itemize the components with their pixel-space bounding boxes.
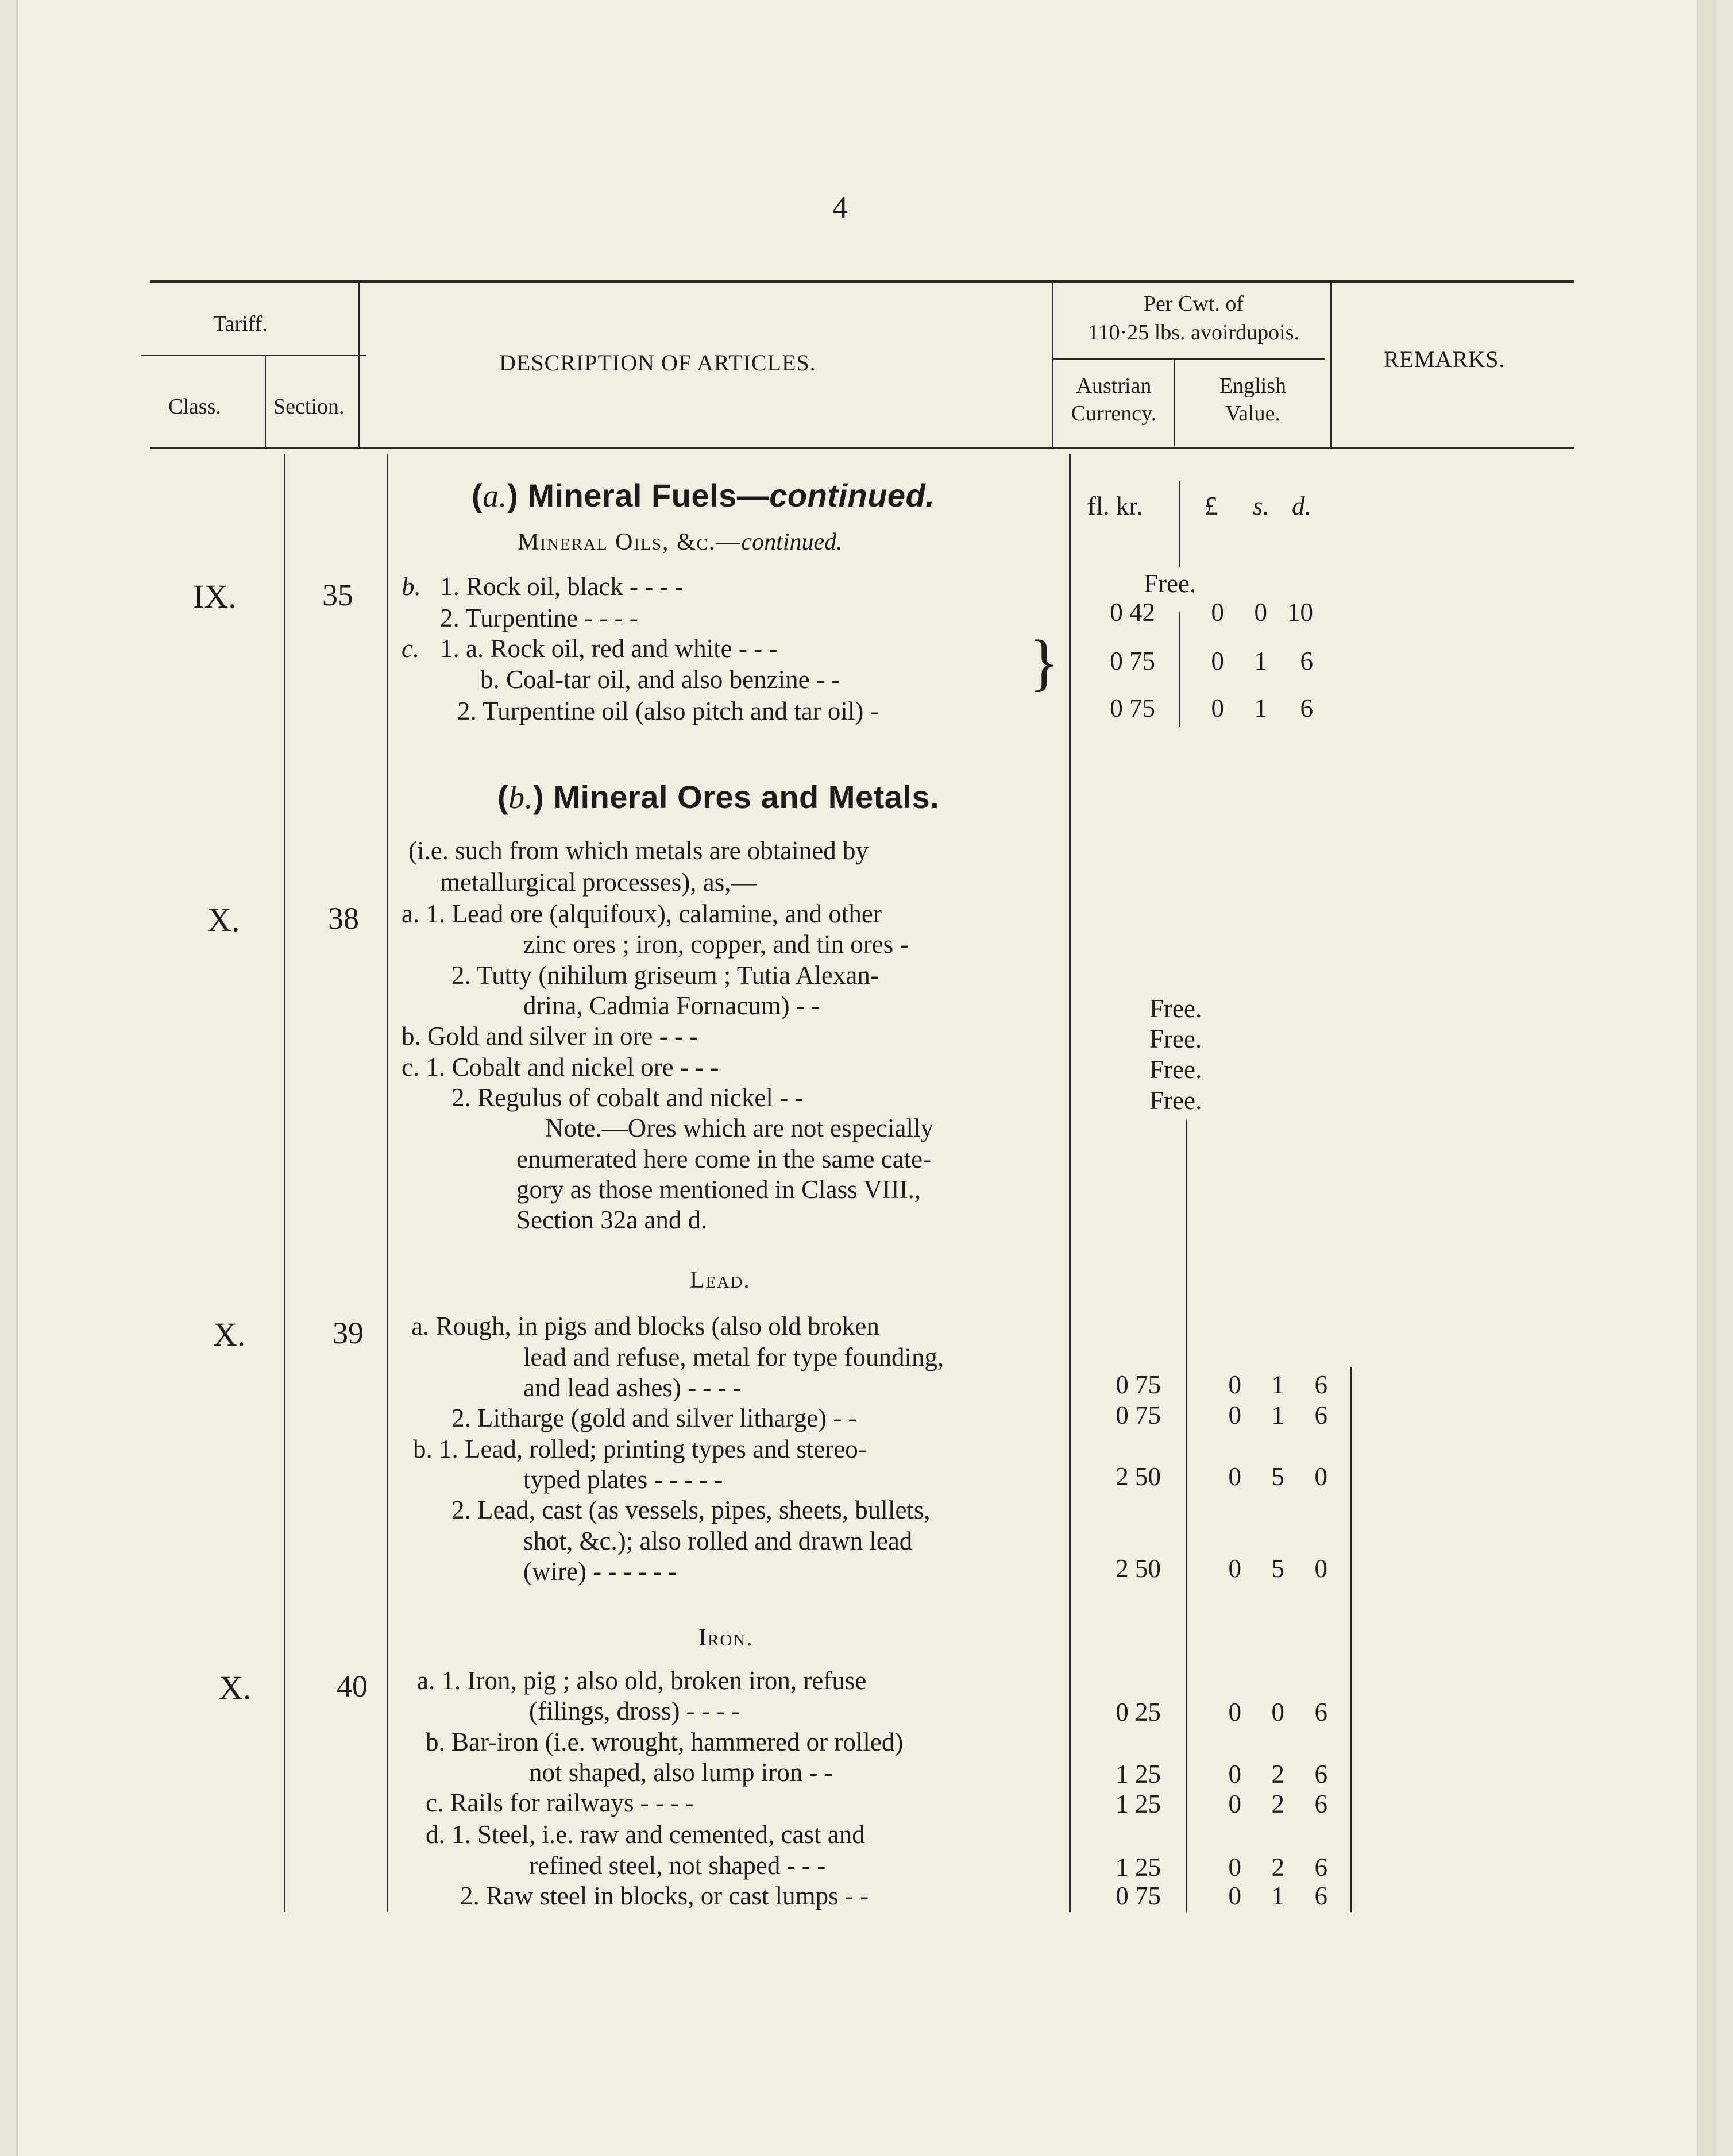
class-x-40: X. xyxy=(219,1669,252,1706)
s-rock-oil-red: 1 xyxy=(1254,647,1267,675)
fl-lead-cast: 2 50 xyxy=(1116,1554,1161,1583)
lead-line-2: lead and refuse, metal for type founding, xyxy=(523,1343,944,1371)
header-austrian-line1: Austrian xyxy=(1076,374,1152,398)
d-lead-rolled: 0 xyxy=(1314,1462,1327,1491)
header-section: Section. xyxy=(273,395,345,419)
row-rock-oil-red: 1. a. Rock oil, red and white - - - xyxy=(440,634,778,663)
page-edge xyxy=(1697,0,1716,2156)
free-cobalt-nickel: Free. xyxy=(1149,1055,1202,1084)
ore-line-1: a. 1. Lead ore (alquifoux), calamine, and other xyxy=(402,899,882,928)
fl-raw-steel: 0 75 xyxy=(1116,1881,1161,1910)
d-rails: 6 xyxy=(1314,1790,1327,1818)
header-english-line1: English xyxy=(1219,374,1287,398)
section-a-heading: (a.) Mineral Fuels—continued. xyxy=(472,477,935,514)
header-english-line2: Value. xyxy=(1225,401,1281,426)
ore-line-5: b. Gold and silver in ore - - - xyxy=(402,1022,698,1050)
l-steel: 0 xyxy=(1228,1853,1241,1881)
l-rails: 0 xyxy=(1228,1790,1241,1818)
iron-line-2: (filings, dross) - - - - xyxy=(529,1697,740,1725)
l-raw-steel: 0 xyxy=(1228,1881,1241,1910)
s-bar-iron: 2 xyxy=(1271,1760,1284,1788)
ore-line-6: c. 1. Cobalt and nickel ore - - - xyxy=(402,1053,719,1081)
lead-line-1: a. Rough, in pigs and blocks (also old broken xyxy=(411,1312,879,1340)
class-x-39: X. xyxy=(213,1316,246,1353)
lead-line-9: (wire) - - - - - - xyxy=(523,1557,677,1586)
header-per-cwt-line2: 110·25 lbs. avoirdupois. xyxy=(1087,320,1299,345)
fl-lead-rough: 0 75 xyxy=(1116,1370,1161,1399)
austrian-english-divider xyxy=(1174,360,1175,446)
l-rock-oil-red: 0 xyxy=(1211,647,1224,675)
row-rock-oil-black: 1. Rock oil, black - - - - xyxy=(440,572,684,601)
header-class: Class. xyxy=(168,395,221,419)
book-page xyxy=(16,0,1716,2156)
s-turpentine-oil: 1 xyxy=(1254,694,1267,722)
iron-line-5: c. Rails for railways - - - - xyxy=(426,1788,694,1817)
s-rails: 2 xyxy=(1271,1790,1284,1818)
free-gold-silver: Free. xyxy=(1149,1025,1202,1053)
iron-line-3: b. Bar-iron (i.e. wrought, hammered or rolled) xyxy=(426,1728,904,1756)
iron-line-4: not shaped, also lump iron - - xyxy=(529,1758,833,1787)
d-lead-rough: 6 xyxy=(1314,1370,1327,1399)
iron-line-1: a. 1. Iron, pig ; also old, broken iron, refuse xyxy=(417,1666,867,1695)
value-body-rule-1 xyxy=(1179,481,1180,567)
fl-lead-rolled: 2 50 xyxy=(1116,1462,1161,1491)
free-tutty: Free. xyxy=(1149,994,1202,1023)
label-b: b. xyxy=(402,572,421,601)
l-iron-pig: 0 xyxy=(1228,1698,1241,1726)
d-rock-oil-red: 6 xyxy=(1300,647,1313,675)
class-section-body-rule xyxy=(284,454,285,1912)
class-section-divider xyxy=(265,355,266,447)
fl-rails: 1 25 xyxy=(1116,1790,1161,1818)
d-lead-cast: 0 xyxy=(1314,1554,1327,1583)
section-40: 40 xyxy=(337,1669,368,1703)
s-steel: 2 xyxy=(1271,1853,1284,1881)
header-bottom-rule xyxy=(150,447,1574,449)
label-c: c. xyxy=(402,634,420,663)
d-litharge: 6 xyxy=(1314,1401,1327,1429)
l-lead-cast: 0 xyxy=(1228,1554,1241,1583)
lead-line-7: 2. Lead, cast (as vessels, pipes, sheets, bullets, xyxy=(451,1496,931,1524)
header-tariff: Tariff. xyxy=(213,312,268,336)
remarks-body-rule xyxy=(1350,1367,1352,1912)
d-bar-iron: 6 xyxy=(1314,1760,1327,1788)
iron-line-6: d. 1. Steel, i.e. raw and cemented, cast and xyxy=(426,1820,865,1849)
description-value-body-rule xyxy=(1069,454,1071,1912)
ore-note-3: gory as those mentioned in Class VIII., xyxy=(516,1175,921,1204)
lead-line-3: and lead ashes) - - - - xyxy=(523,1373,742,1402)
header-remarks: REMARKS. xyxy=(1384,346,1506,372)
ore-note-4: Section 32a and d. xyxy=(516,1205,708,1234)
ore-note-2: enumerated here come in the same cate- xyxy=(516,1145,932,1173)
lead-title: Lead. xyxy=(690,1267,751,1293)
tariff-sub-rule xyxy=(141,355,366,356)
unit-fl-kr: fl. kr. xyxy=(1087,492,1143,520)
section-description-body-rule xyxy=(387,454,388,1912)
d-turpentine: 10 xyxy=(1287,598,1313,627)
s-lead-cast: 5 xyxy=(1271,1554,1284,1583)
value-body-rule-2 xyxy=(1179,612,1180,727)
header-per-cwt-line1: Per Cwt. of xyxy=(1143,292,1244,316)
page-number: 4 xyxy=(832,190,848,225)
l-bar-iron: 0 xyxy=(1228,1760,1241,1788)
l-lead-rolled: 0 xyxy=(1228,1462,1241,1491)
iron-line-8: 2. Raw steel in blocks, or cast lumps - - xyxy=(460,1881,869,1910)
lead-line-8: shot, &c.); also rolled and drawn lead xyxy=(523,1527,913,1555)
iron-title: Iron. xyxy=(698,1625,754,1651)
tariff-description-divider xyxy=(358,283,360,447)
table-top-rule xyxy=(150,280,1574,283)
ore-line-3: 2. Tutty (nihilum griseum ; Tutia Alexan- xyxy=(451,961,879,990)
value-body-rule-3 xyxy=(1186,1120,1187,1912)
percwt-sub-rule xyxy=(1052,358,1325,360)
row-turpentine-oil: 2. Turpentine oil (also pitch and tar oil) - xyxy=(457,697,879,725)
ore-note-1: Note.—Ores which are not especially xyxy=(545,1114,934,1142)
d-steel: 6 xyxy=(1314,1853,1327,1881)
d-iron-pig: 6 xyxy=(1314,1698,1327,1726)
value-remarks-divider xyxy=(1330,283,1332,447)
mineral-oils-subheading: Mineral Oils, &c.—continued. xyxy=(518,529,843,555)
lead-line-5: b. 1. Lead, rolled; printing types and stereo- xyxy=(413,1435,867,1463)
fl-iron-pig: 0 25 xyxy=(1116,1698,1161,1726)
description-value-divider xyxy=(1052,283,1053,447)
class-x-38: X. xyxy=(207,901,240,938)
free-regulus: Free. xyxy=(1149,1086,1202,1115)
l-turpentine: 0 xyxy=(1211,598,1224,627)
fl-turpentine: 0 42 xyxy=(1110,598,1155,627)
unit-d: d. xyxy=(1292,492,1311,520)
fl-turpentine-oil: 0 75 xyxy=(1110,694,1155,722)
unit-pound: £ xyxy=(1205,492,1218,520)
s-turpentine: 0 xyxy=(1254,598,1267,627)
header-description: DESCRIPTION OF ARTICLES. xyxy=(499,350,816,376)
d-turpentine-oil: 6 xyxy=(1300,694,1313,722)
section-39: 39 xyxy=(333,1316,364,1350)
free-rock-oil-black: Free. xyxy=(1144,569,1196,598)
l-lead-rough: 0 xyxy=(1228,1370,1241,1399)
class-ix: IX. xyxy=(193,578,237,615)
ore-line-4: drina, Cadmia Fornacum) - - xyxy=(523,991,820,1020)
ore-line-7: 2. Regulus of cobalt and nickel - - xyxy=(451,1083,804,1112)
fl-litharge: 0 75 xyxy=(1116,1401,1161,1429)
header-austrian-line2: Currency. xyxy=(1071,401,1157,426)
section-b-intro-2: metallurgical processes), as,— xyxy=(440,868,757,897)
fl-rock-oil-red: 0 75 xyxy=(1110,647,1155,675)
fl-bar-iron: 1 25 xyxy=(1116,1760,1161,1788)
lead-line-4: 2. Litharge (gold and silver litharge) - - xyxy=(451,1404,857,1432)
section-b-heading: (b.) Mineral Ores and Metals. xyxy=(497,779,940,816)
fl-steel: 1 25 xyxy=(1116,1853,1161,1881)
l-turpentine-oil: 0 xyxy=(1211,694,1224,722)
l-litharge: 0 xyxy=(1228,1401,1241,1429)
ore-line-2: zinc ores ; iron, copper, and tin ores - xyxy=(523,930,909,959)
row-turpentine: 2. Turpentine - - - - xyxy=(440,604,638,632)
s-lead-rolled: 5 xyxy=(1271,1462,1284,1491)
iron-line-7: refined steel, not shaped - - - xyxy=(529,1851,826,1880)
s-raw-steel: 1 xyxy=(1271,1881,1284,1910)
d-raw-steel: 6 xyxy=(1314,1881,1327,1910)
s-iron-pig: 0 xyxy=(1271,1698,1284,1726)
section-38: 38 xyxy=(328,901,359,936)
section-35: 35 xyxy=(322,578,353,612)
row-coal-tar-oil: b. Coal-tar oil, and also benzine - - xyxy=(480,665,840,694)
unit-s: s. xyxy=(1253,492,1269,520)
s-litharge: 1 xyxy=(1271,1401,1284,1429)
lead-line-6: typed plates - - - - - xyxy=(523,1465,723,1494)
brace-icon: } xyxy=(1029,627,1059,697)
s-lead-rough: 1 xyxy=(1271,1370,1284,1399)
section-b-intro-1: (i.e. such from which metals are obtained by xyxy=(408,836,869,865)
